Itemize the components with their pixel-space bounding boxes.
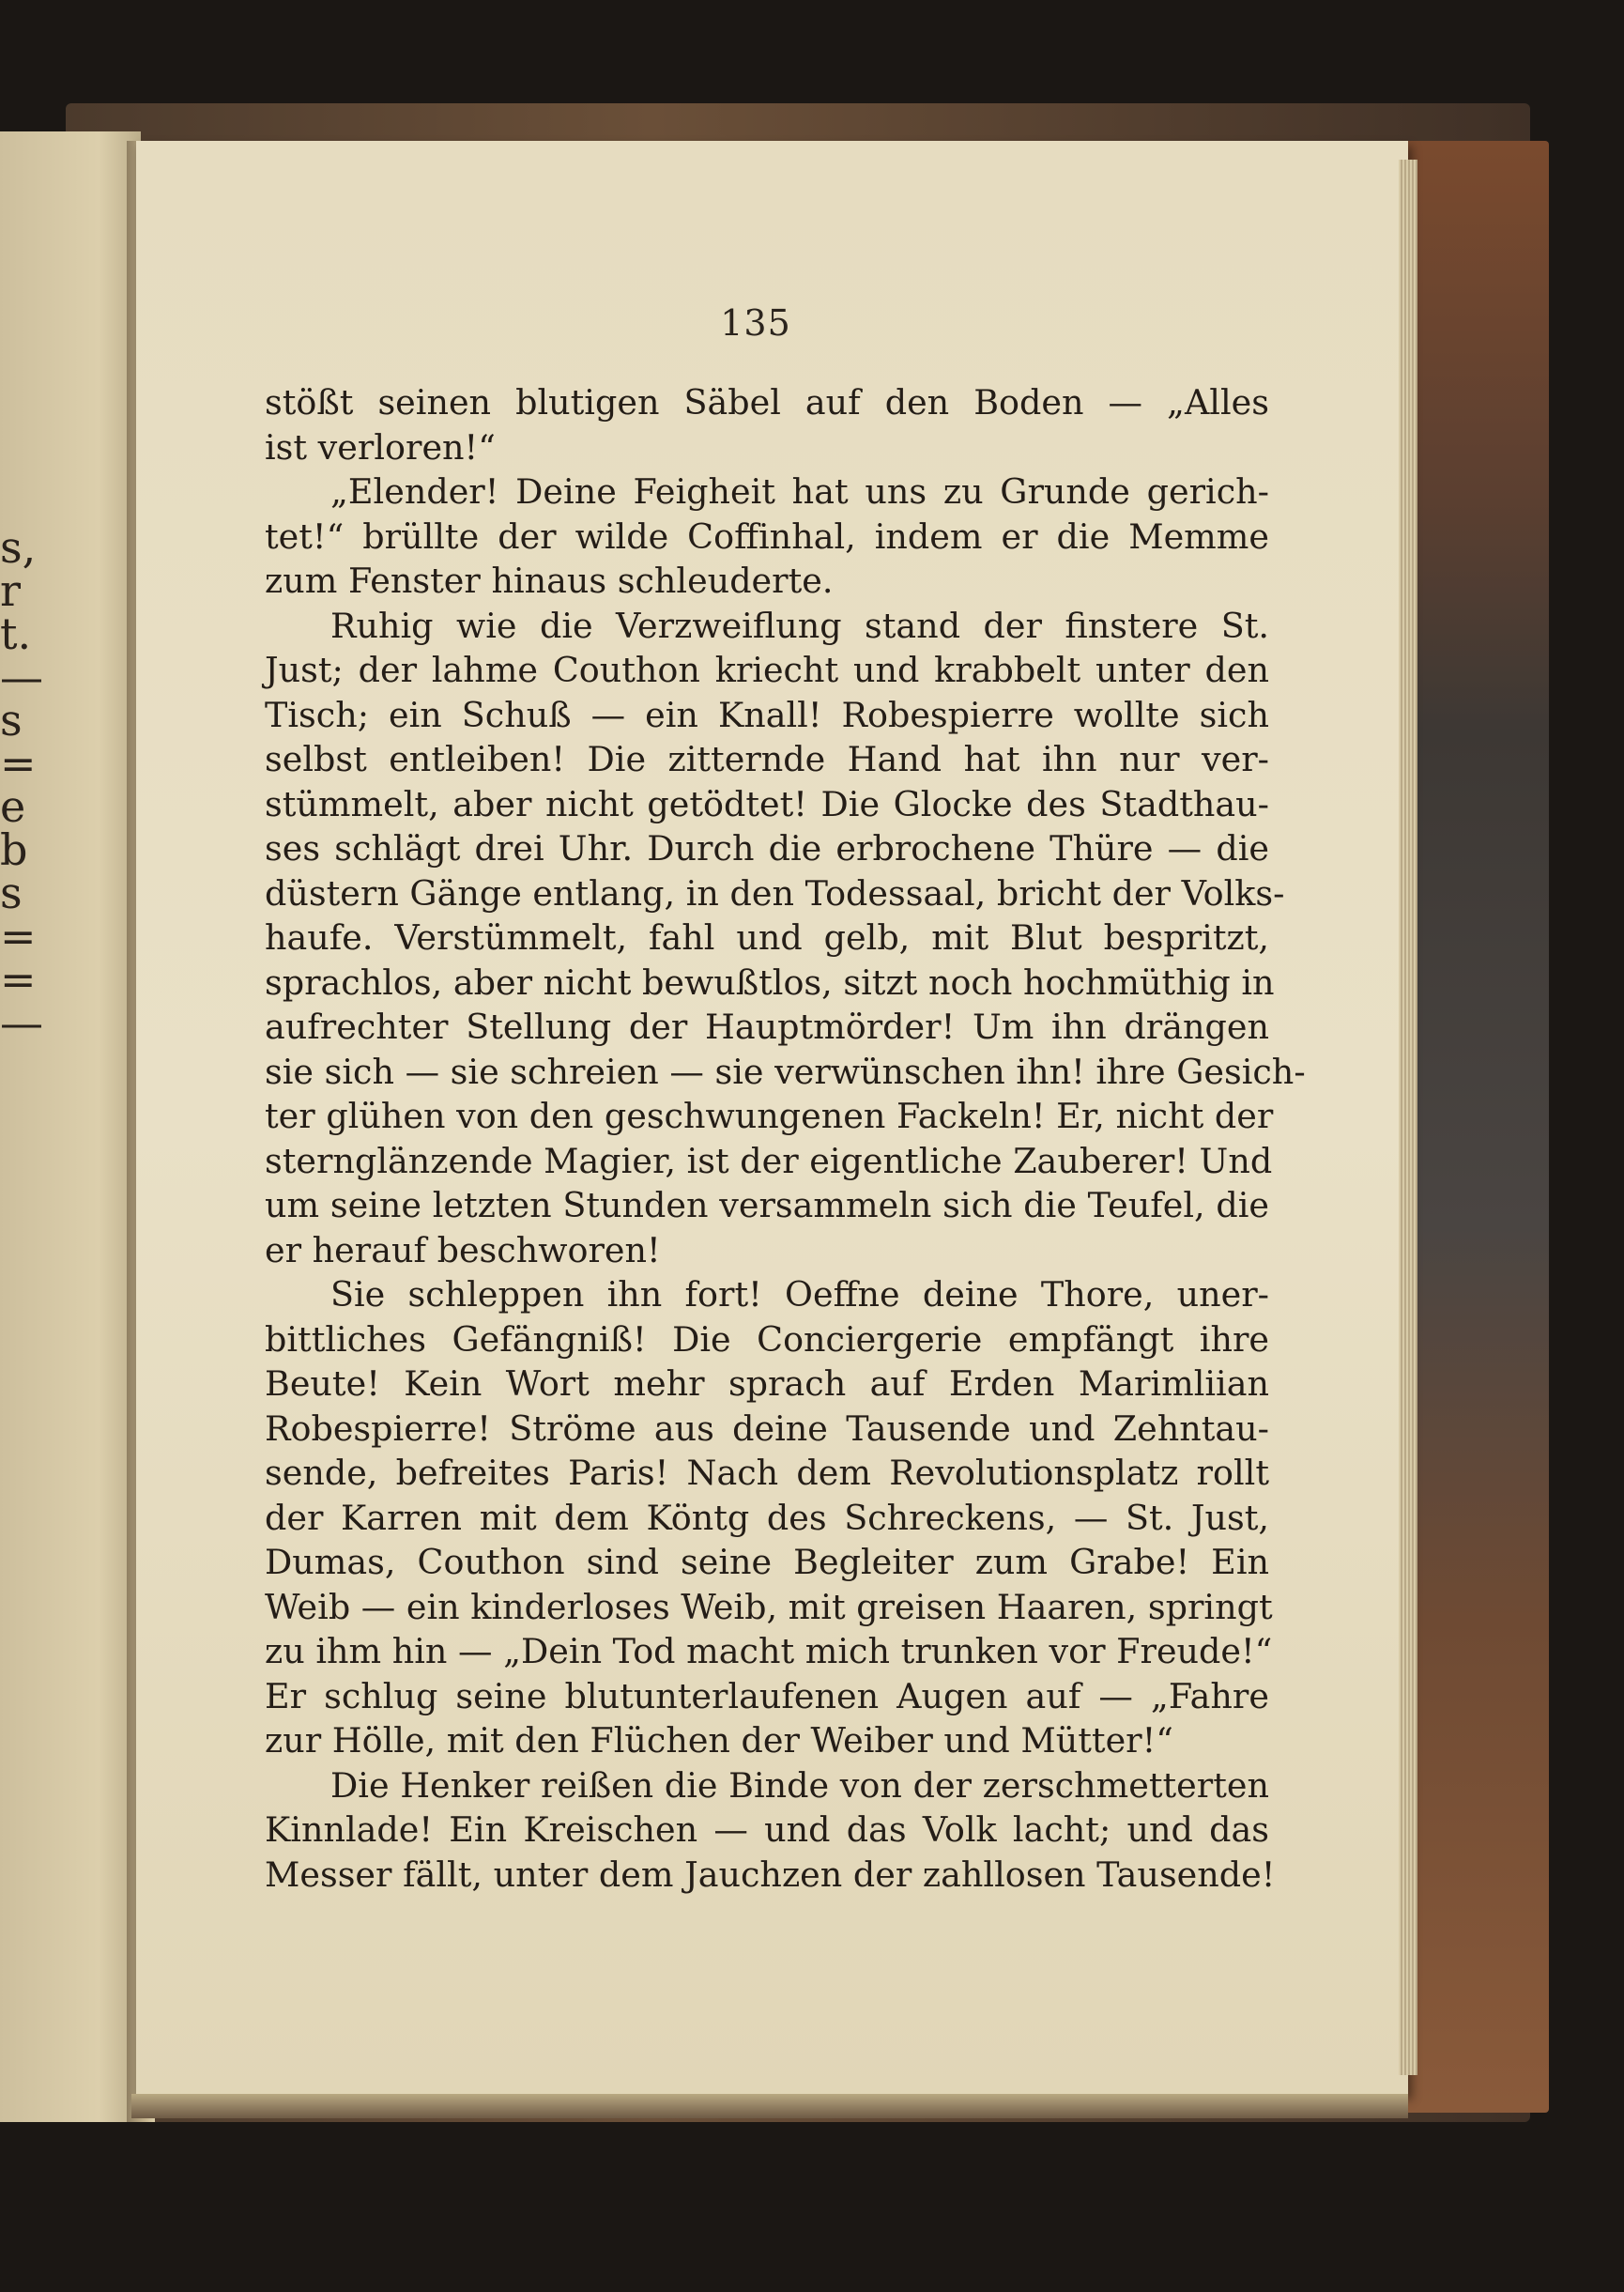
text-line: „Elender! Deine Feigheit hat uns zu Grunde gerich- (330, 471, 1269, 512)
left-page-fragment: — (0, 652, 43, 702)
left-page-fragment: r (0, 565, 21, 616)
text-line: selbst entleiben! Die zitternde Hand hat ihn nur ver- (265, 739, 1269, 779)
text-line: zur Hölle, mit den Flüchen der Weiber und Mütter!“ (265, 1720, 1173, 1761)
text-line: stümmelt, aber nicht getödtet! Die Glocke des Stadthau- (265, 783, 1269, 824)
text-line: um seine letzten Stunden versammeln sich die Teufel, die (265, 1185, 1269, 1225)
left-page (0, 131, 141, 2122)
left-page-fragment: s, (0, 522, 37, 573)
text-line: Kinnlade! Ein Kreischen — und das Volk lacht; und das (265, 1809, 1269, 1850)
text-line: Weib — ein kinderloses Weib, mit greisen Haaren, springt (265, 1586, 1273, 1627)
text-line: stößt seinen blutigen Säbel auf den Boden — „Alles (265, 382, 1269, 423)
page-stack-edge (1399, 160, 1417, 2075)
text-line: zu ihm hin — „Dein Tod macht mich trunken vor Freude!“ (265, 1631, 1273, 1671)
text-line: Tisch; ein Schuß — ein Knall! Robespierre wollte sich (265, 694, 1269, 735)
left-page-fragment: — (0, 997, 43, 1048)
left-page-fragment: t. (0, 608, 32, 659)
left-page-fragment: e (0, 781, 26, 832)
text-line: ses schlägt drei Uhr. Durch die erbrochene Thüre — die (265, 828, 1269, 869)
text-line: sende, befreites Paris! Nach dem Revolutionsplatz rollt (265, 1453, 1269, 1493)
text-line: tet!“ brüllte der wilde Coffinhal, indem er die Memme (265, 515, 1269, 557)
text-line: Er schlug seine blutunterlaufenen Augen auf — „Fahre (265, 1675, 1269, 1716)
text-line: Messer fällt, unter dem Jauchzen der zahllosen Tausende! (265, 1854, 1276, 1895)
left-page-edge-text (0, 522, 43, 1048)
body-text (265, 380, 1306, 1897)
text-line: haufe. Verstümmelt, fahl und gelb, mit Blut bespritzt, (265, 917, 1269, 958)
text-line: Sie schleppen ihn fort! Oeffne deine Thore, uner- (330, 1274, 1269, 1315)
book-bottom-edge (131, 2094, 1408, 2118)
text-line: Dumas, Couthon sind seine Begleiter zum Grabe! Ein (265, 1542, 1269, 1582)
text-line: er herauf beschworen! (265, 1229, 661, 1270)
left-page-fragment: b (0, 824, 28, 875)
left-page-fragment: s (0, 868, 23, 918)
text-line: Robespierre! Ströme aus deine Tausende und Zehntau- (265, 1408, 1269, 1449)
left-page-fragment: = (0, 911, 37, 961)
text-line: sie sich — sie schreien — sie verwünschen ihn! ihre Gesich- (265, 1051, 1306, 1092)
text-line: Ruhig wie die Verzweiflung stand der finstere St. (330, 605, 1269, 646)
text-line: der Karren mit dem Köntg des Schreckens, — St. Just, (265, 1497, 1269, 1538)
text-line: ist verloren!“ (265, 426, 496, 468)
text-line: ter glühen von den geschwungenen Fackeln! Er, nicht der (265, 1096, 1274, 1136)
text-line: aufrechter Stellung der Hauptmörder! Um ihn drängen (265, 1007, 1269, 1047)
text-line: sprachlos, aber nicht bewußtlos, sitzt noch hochmüthig in (265, 961, 1275, 1003)
left-page-fragment: = (0, 738, 37, 789)
left-page-fragment: = (0, 954, 37, 1005)
text-line: Just; der lahme Couthon kriecht und krabbelt unter den (265, 650, 1269, 690)
left-page-fragment: s (0, 695, 23, 746)
text-line: düstern Gänge entlang, in den Todessaal, bricht der Volks- (265, 872, 1285, 914)
text-line: bittliches Gefängniß! Die Conciergerie empfängt ihre (265, 1318, 1269, 1360)
text-line: Beute! Kein Wort mehr sprach auf Erden Marimliian (265, 1363, 1269, 1404)
text-line: zum Fenster hinaus schleuderte. (265, 561, 834, 601)
text-line: Die Henker reißen die Binde von der zerschmetterten (330, 1764, 1269, 1806)
text-line: sternglänzende Magier, ist der eigentliche Zauberer! Und (265, 1140, 1273, 1181)
page-number: 135 (720, 302, 791, 344)
